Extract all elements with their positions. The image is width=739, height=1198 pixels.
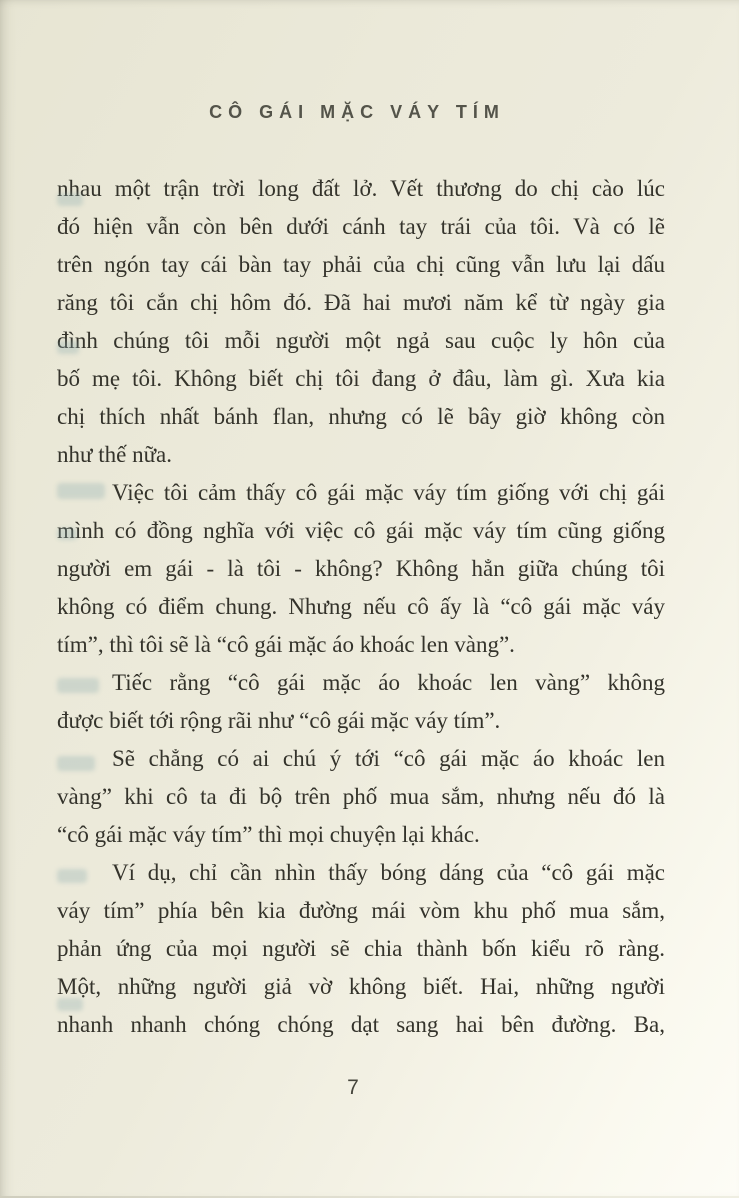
text-line: Một, những người giả vờ không biết. Hai, những người bbox=[57, 974, 665, 999]
text-line: nhanh nhanh chóng chóng dạt sang hai bên đường. Ba, bbox=[57, 1012, 665, 1037]
ink-bleed-mark bbox=[57, 678, 99, 693]
text-line: Việc tôi cảm thấy cô gái mặc váy tím giống với chị gái bbox=[112, 480, 665, 505]
text-line: tím”, thì tôi sẽ là “cô gái mặc áo khoác len vàng”. bbox=[57, 632, 515, 657]
text-line: vàng” khi cô ta đi bộ trên phố mua sắm, nhưng nếu đó là bbox=[57, 784, 665, 809]
text-line: người em gái - là tôi - không? Không hẳn giữa chúng tôi bbox=[57, 556, 665, 581]
ink-bleed-mark bbox=[57, 483, 105, 499]
text-line: trên ngón tay cái bàn tay phải của chị cũng vẫn lưu lại dấu bbox=[57, 252, 665, 277]
ink-bleed-mark bbox=[57, 528, 77, 540]
ink-bleed-mark bbox=[57, 193, 83, 206]
text-line: Sẽ chẳng có ai chú ý tới “cô gái mặc áo khoác len bbox=[112, 746, 665, 771]
text-line: mình có đồng nghĩa với việc cô gái mặc váy tím cũng giống bbox=[57, 518, 665, 543]
text-line: Ví dụ, chỉ cần nhìn thấy bóng dáng của “cô gái mặc bbox=[112, 860, 665, 885]
text-line: đình chúng tôi mỗi người một ngả sau cuộc ly hôn của bbox=[57, 328, 665, 353]
running-head-title: CÔ GÁI MẶC VÁY TÍM bbox=[209, 102, 505, 122]
text-line: “cô gái mặc váy tím” thì mọi chuyện lại khác. bbox=[57, 822, 480, 847]
text-line: Tiếc rằng “cô gái mặc áo khoác len vàng” không bbox=[112, 670, 665, 695]
text-line: chị thích nhất bánh flan, nhưng có lẽ bây giờ không còn bbox=[57, 404, 665, 429]
ink-bleed-mark bbox=[57, 341, 79, 354]
text-line: răng tôi cắn chị hôm đó. Đã hai mươi năm kể từ ngày gia bbox=[57, 290, 665, 315]
text-line: không có điểm chung. Nhưng nếu cô ấy là “cô gái mặc váy bbox=[57, 594, 665, 619]
page-number: 7 bbox=[347, 1076, 359, 1099]
ink-bleed-mark bbox=[57, 998, 83, 1011]
text-line: bố mẹ tôi. Không biết chị tôi đang ở đâu, làm gì. Xưa kia bbox=[57, 366, 665, 391]
ink-bleed-mark bbox=[57, 756, 95, 771]
body-text-block bbox=[57, 170, 665, 1044]
ink-bleed-mark bbox=[57, 869, 87, 883]
text-line: được biết tới rộng rãi như “cô gái mặc váy tím”. bbox=[57, 708, 501, 733]
text-line: đó hiện vẫn còn bên dưới cánh tay trái của tôi. Và có lẽ bbox=[57, 214, 665, 239]
text-line: phản ứng của mọi người sẽ chia thành bốn kiểu rõ ràng. bbox=[57, 936, 665, 961]
text-line: nhau một trận trời long đất lở. Vết thương do chị cào lúc bbox=[57, 176, 665, 201]
text-line: váy tím” phía bên kia đường mái vòm khu phố mua sắm, bbox=[57, 898, 665, 923]
text-line: như thế nữa. bbox=[57, 442, 172, 467]
